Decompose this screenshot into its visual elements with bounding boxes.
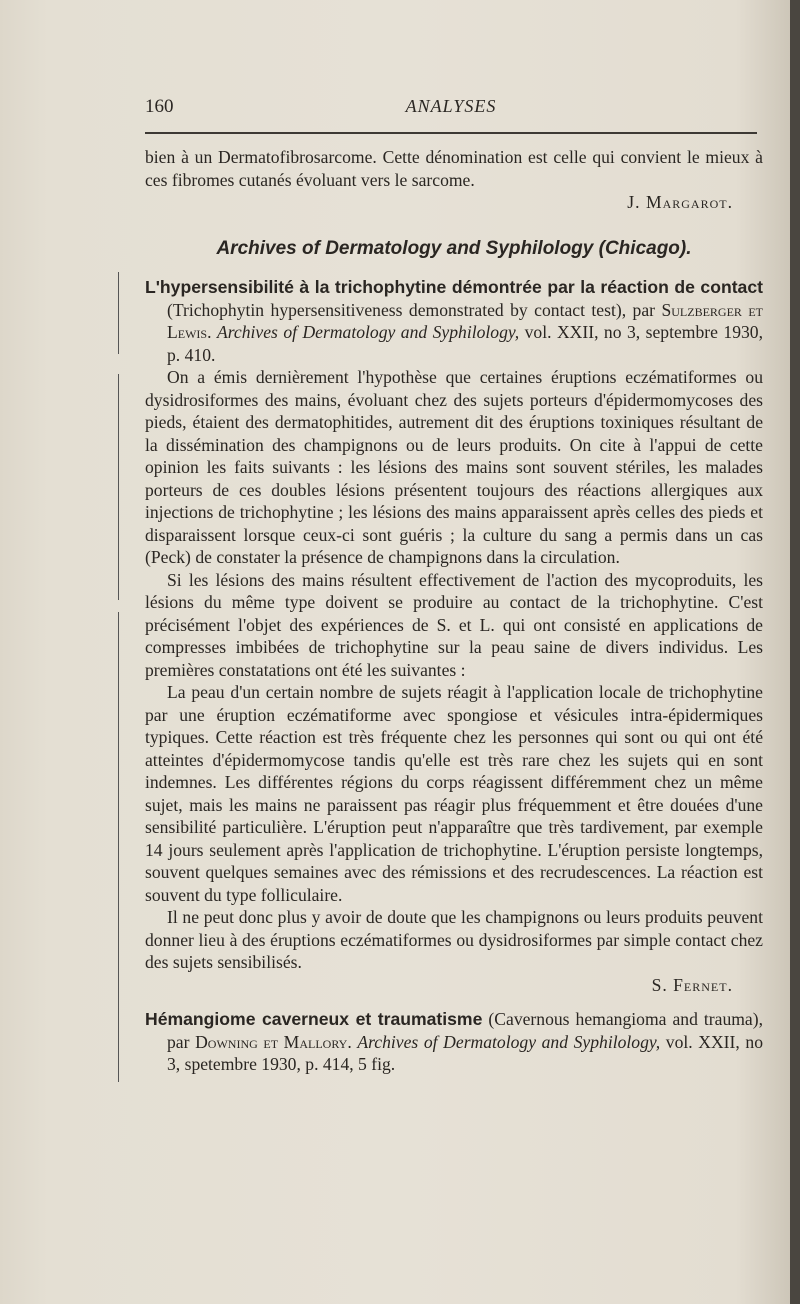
article1-title: L'hypersensibilité à la trichophytine démontrée par la réaction de contact (145, 277, 763, 297)
running-title: ANALYSES (405, 96, 497, 116)
article1-paragraph: On a émis dernièrement l'hypothèse que certaines éruptions eczématiformes ou dysidrosiformes des mains, évoluant chez des sujets porteurs d'épidermomycoses des pieds, étaient des dermatophitides, autrement dit des éruptions toxiniques résultant de la dissémination des champignons ou de leurs produits. On cite à l'appui de cette opinion les faits suivants : les lésions des mains sont souvent stériles, les malades porteurs de ces doubles lésions présentent toujours des réactions allergiques aux injections de trichophytine ; les lésions des mains apparaissent après celles des pieds et disparaissent lorsque ceux-ci sont guéris ; la culture du sang a permis dans un cas (Peck) de constater la présence de champignons dans la circulation. (145, 367, 763, 567)
article1-authors: Sulzberger et Lewis. (167, 299, 764, 342)
article2-journal: Archives of Dermatology and Syphilology, (357, 1031, 661, 1052)
article1-english-title: (Trichophytin hypersensitiveness demonstrated by contact test), par (167, 299, 655, 320)
journal-heading: Archives of Dermatology and Syphilology (Chicago). (216, 237, 692, 259)
article2-citation: vol. XXII, no 3, spetembre 1930, p. 414, 5 fig. (167, 1031, 763, 1074)
article2-title: Hémangiome caverneux et traumatisme (145, 1009, 483, 1029)
header-rule (145, 132, 757, 134)
intro-paragraph (145, 146, 763, 191)
margin-bracket-1 (118, 272, 119, 354)
article1-paragraph: Si les lésions des mains résultent effectivement de l'action des mycoproduits, les lésions du même type doivent se produire au contact de la trichophytine. C'est précisément l'objet des expériences de S. et L. qui ont consisté en applications de compresses imbibées de trichophytine sur la peau saine de divers individus. Les premières constatations ont été les suivantes : (145, 569, 763, 680)
intro-signature: J. Margarot. (627, 192, 733, 212)
article2-english-title: (Cavernous hemangioma and trauma), par (167, 1009, 764, 1052)
page-edge (790, 0, 800, 1304)
article1-header (145, 276, 763, 366)
intro-text: bien à un Dermatofibrosarcome. Cette dénomination est celle qui convient le mieux à ces fibromes cutanés évoluant vers le sarcome. (145, 147, 763, 190)
article1-signature: S. Fernet. (651, 974, 733, 995)
article1-journal: Archives of Dermatology and Syphilology, (216, 322, 520, 342)
article2-authors: Downing et Mallory. (195, 1031, 352, 1052)
article1-citation: vol. XXII, no 3, septembre 1930, p. 410. (167, 322, 763, 365)
margin-bracket-3 (118, 612, 119, 1082)
page-header (145, 96, 757, 126)
article1-paragraph: La peau d'un certain nombre de sujets réagit à l'application locale de trichophytine par une éruption eczématiforme avec spongiose et vésicules intra-épidermiques typiques. Cette réaction est très fréquente chez les personnes qui sont ou qui ont été atteintes d'épidermomycose tandis qu'elle est très rare chez les sujets qui en sont indemnes. Les différentes régions du corps réagissent différemment chez un même sujet, mais les mains ne paraissent pas réagir plus fréquemment et être douées d'une sensibilité particulière. L'éruption peut n'apparaître que très tardivement, par exemple 14 jours seulement après l'application de trichophytine. L'éruption persiste longtemps, souvent quelques semaines avec des rémissions et des recrudescences. La réaction est souvent du type folliculaire. (145, 682, 763, 905)
article1-paragraph: Il ne peut donc plus y avoir de doute que les champignons ou leurs produits peuvent donner lieu à des éruptions eczématiformes ou dysidrosiformes par simple contact chez des sujets sensibilisés. (145, 907, 763, 972)
margin-bracket-2 (118, 374, 119, 600)
article2-header (145, 1008, 763, 1076)
page-content (145, 146, 763, 1076)
page-number: 160 (145, 96, 174, 117)
